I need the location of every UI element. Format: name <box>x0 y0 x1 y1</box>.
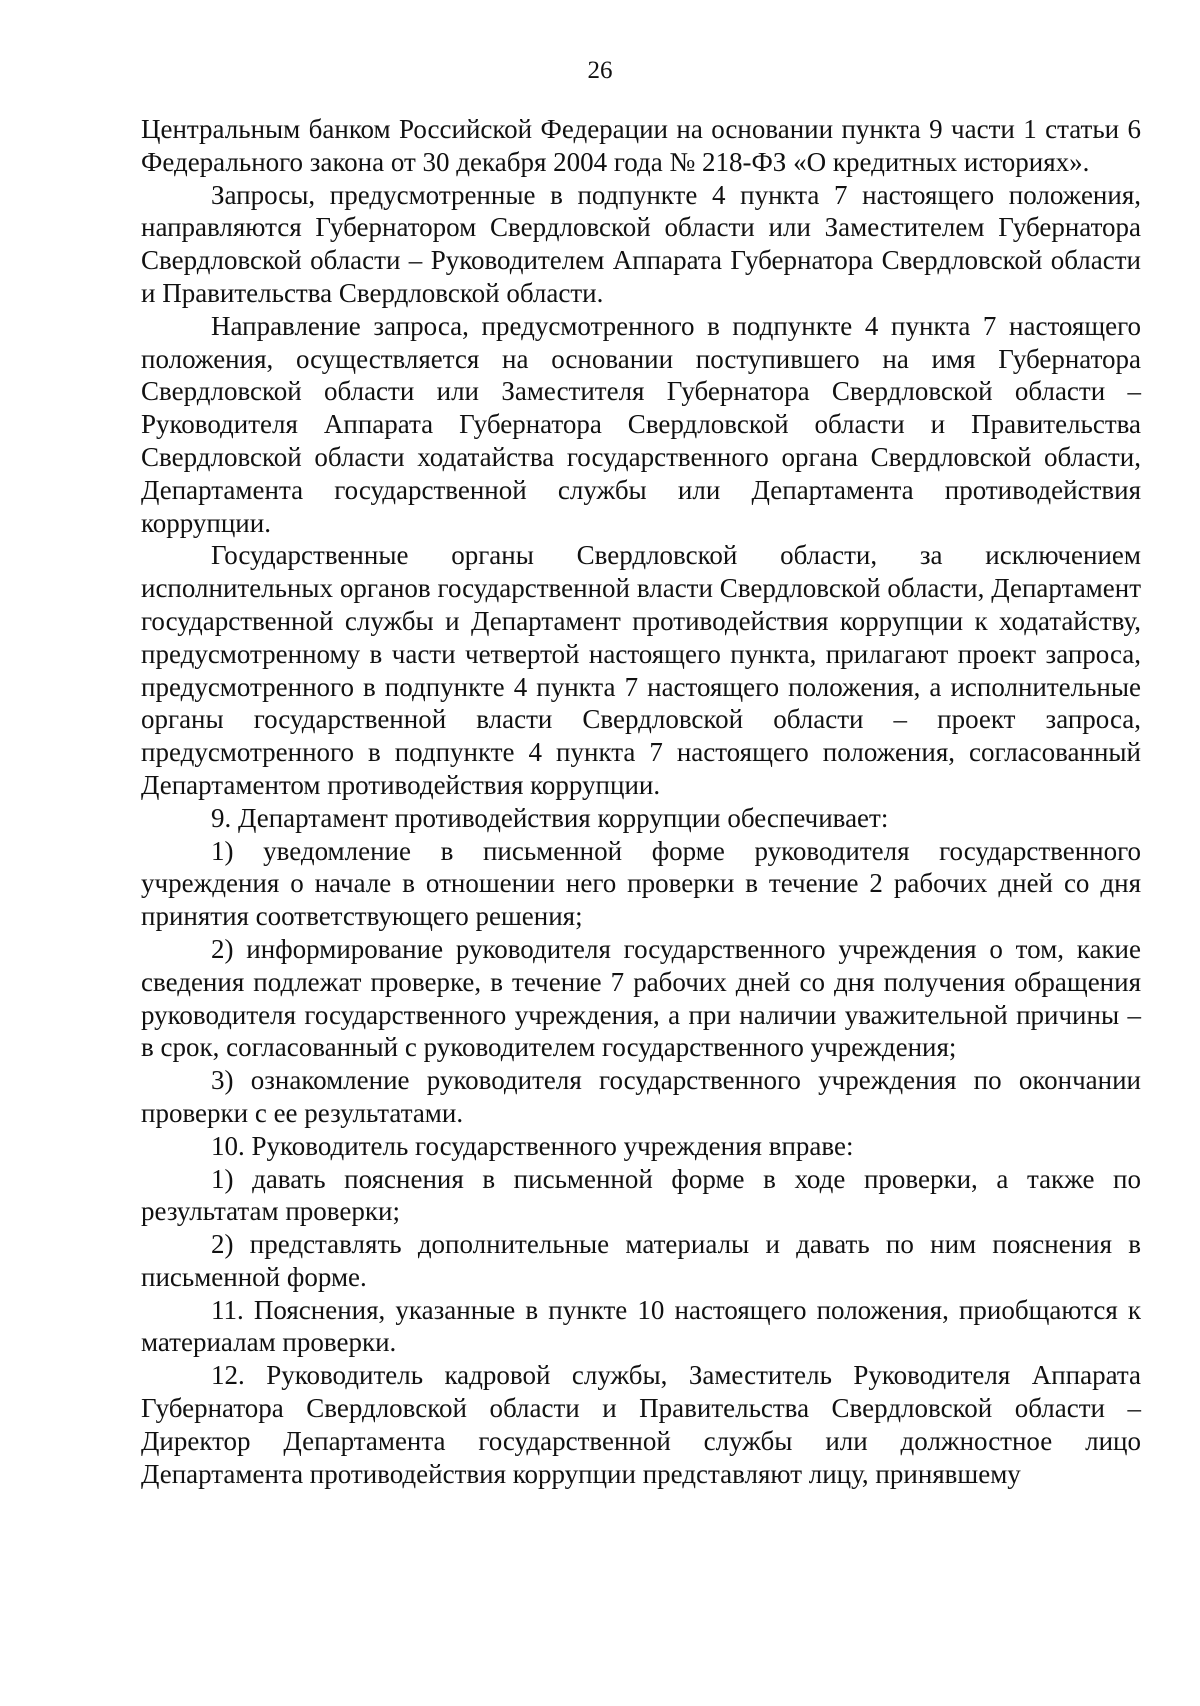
paragraph-item-9-3: 3) ознакомление руководителя государственного учреждения по окончании проверки с ее результатами. <box>141 1065 1141 1128</box>
paragraph-item-10-1: 1) давать пояснения в письменной форме в ходе проверки, а также по результатам проверки; <box>141 1163 1141 1227</box>
document-body <box>141 113 1141 1490</box>
paragraph-item-10: 10. Руководитель государственного учреждения вправе: <box>211 1130 854 1161</box>
paragraph-request-basis: Направление запроса, предусмотренного в подпункте 4 пункта 7 настоящего положения, осуществляется на основании поступившего на имя Губернатора Свердловской области или Заместителя Губернатора Свердловской области – Руководителя Аппарата Губернатора Свердловской области и Правительства Свердловской области ходатайства государственного органа Свердловской области, Департамента государственной службы или Департамента противодействия коррупции. <box>141 310 1141 538</box>
paragraph-item-12: 12. Руководитель кадровой службы, Заместитель Руководителя Аппарата Губернатора Свердловской области и Правительства Свердловской области – Директор Департамента государственной службы или должностное лицо Департамента противодействия коррупции представляют лицу, принявшему <box>141 1360 1141 1489</box>
paragraph-item-9: 9. Департамент противодействия коррупции обеспечивает: <box>211 802 889 833</box>
page-number: 26 <box>587 57 613 84</box>
paragraph-requests-sender: Запросы, предусмотренные в подпункте 4 пункта 7 настоящего положения, направляются Губернатором Свердловской области или Заместителем Губернатора Свердловской области – Руководителем Аппарата Губернатора Свердловской области и Правительства Свердловской области. <box>141 179 1141 308</box>
paragraph-request-draft: Государственные органы Свердловской области, за исключением исполнительных органов государственной власти Свердловской области, Департамент государственной службы и Департамент противодействия коррупции к ходатайству, предусмотренному в части четвертой настоящего пункта, прилагают проект запроса, предусмотренного в подпункте 4 пункта 7 настоящего положения, а исполнительные органы государственной власти Свердловской области – проект запроса, предусмотренного в подпункте 4 пункта 7 настоящего положения, согласованный Департаментом противодействия коррупции. <box>141 540 1141 800</box>
paragraph-item-9-1: 1) уведомление в письменной форме руководителя государственного учреждения о начале в отношении него проверки в течение 2 рабочих дней со дня принятия соответствующего решения; <box>141 835 1141 932</box>
paragraph-item-10-2: 2) представлять дополнительные материалы и давать по ним пояснения в письменной форме. <box>141 1229 1141 1292</box>
paragraph-item-11: 11. Пояснения, указанные в пункте 10 настоящего положения, приобщаются к материалам проверки. <box>141 1294 1141 1358</box>
paragraph-continuation: Центральным банком Российской Федерации на основании пункта 9 части 1 статьи 6 Федерального закона от 30 декабря 2004 года № 218-ФЗ «О кредитных историях». <box>141 114 1141 177</box>
paragraph-item-9-2: 2) информирование руководителя государственного учреждения о том, какие сведения подлежат проверке, в течение 7 рабочих дней со дня получения обращения руководителя государственного учреждения, а при наличии уважительной причины – в срок, согласованный с руководителем государственного учреждения; <box>141 933 1141 1063</box>
